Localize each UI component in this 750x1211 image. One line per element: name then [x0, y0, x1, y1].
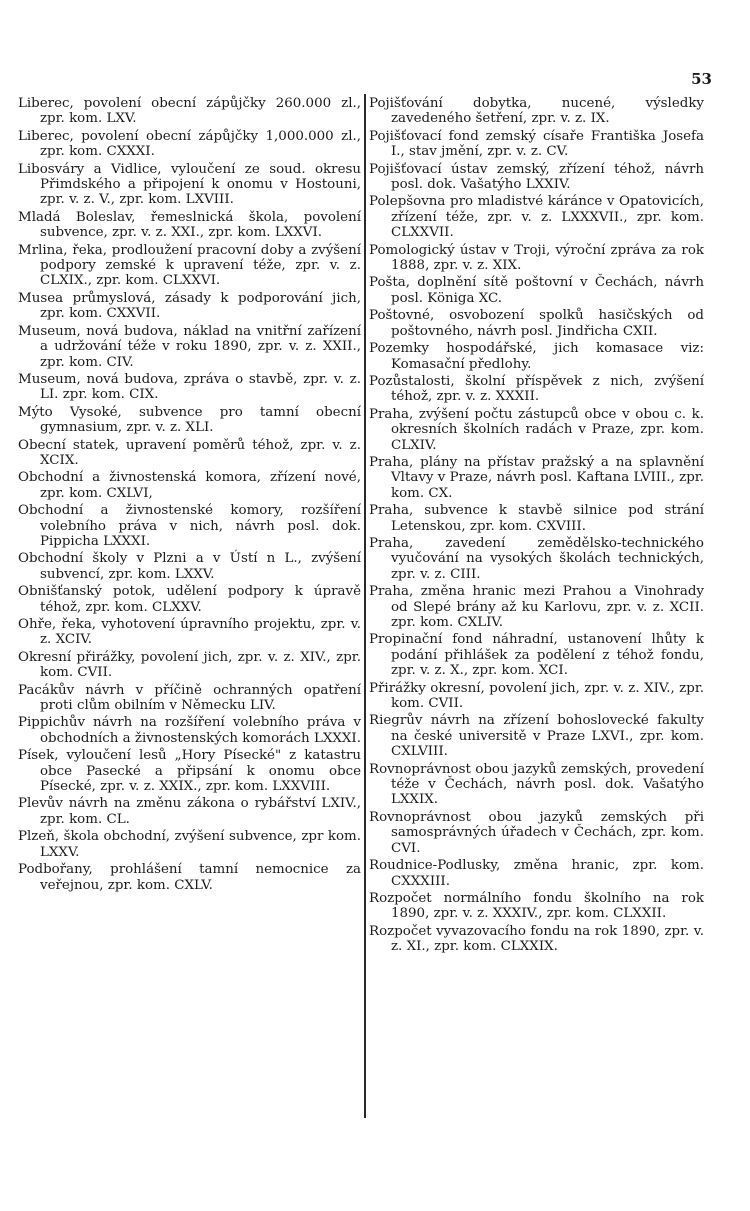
index-entry: Ohře, řeka, vyhotovení úpravního projektu, zpr. v. z. XCIV. [18, 617, 361, 648]
index-entry: Rozpočet normálního fondu školního na rok 1890, zpr. v. z. XXXIV., zpr. kom. CLXXII. [369, 890, 704, 922]
index-column-left [18, 96, 361, 895]
index-entry: Pozůstalosti, školní příspěvek z nich, zvýšení téhož, zpr. v. z. XXXII. [369, 373, 704, 405]
column-divider [364, 94, 366, 1118]
index-entry: Mladá Boleslav, řemeslnická škola, povolení subvence, zpr. v. z. XXI., zpr. kom. LXXVI. [18, 209, 361, 241]
index-entry: Pošta, doplnění sítě poštovní v Čechách, návrh posl. Königa XC. [369, 275, 704, 306]
index-entry: Praha, subvence k stavbě silnice pod strání Letenskou, zpr. kom. CXVIII. [369, 503, 704, 534]
index-entry: Mrlina, řeka, prodloužení pracovní doby a zvýšení podpory zemské k upravení téže, zpr. v. z. CLXIX., zpr. kom. CLXXVI. [18, 242, 361, 289]
index-entry: Rozpočet vyvazovacího fondu na rok 1890, zpr. v. z. XI., zpr. kom. CLXXIX. [369, 923, 704, 955]
index-entry: Písek, vyloučení lesů „Hory Písecké" z katastru obce Pasecké a připsání k onomu obce Písecké, zpr. v. z. XXIX., zpr. kom. LXXVIII. [18, 748, 361, 795]
index-entry: Praha, zvýšení počtu zástupců obce v obou c. k. okresních školních radách v Praze, zpr. kom. CLXIV. [369, 406, 704, 453]
index-entry: Pacákův návrh v příčině ochranných opatření proti clům obilním v Německu LIV. [18, 682, 361, 714]
index-entry: Poštovné, osvobození spolků hasičských od poštovného, návrh posl. Jindřicha CXII. [369, 308, 704, 339]
index-entry: Roudnice-Podlusky, změna hranic, zpr. kom. CXXXIII. [369, 858, 704, 889]
index-entry: Obchodní a živnostenská komora, zřízení nové, zpr. kom. CXLVI, [18, 470, 361, 501]
index-entry: Podbořany, prohlášení tamní nemocnice za veřejnou, zpr. kom. CXLV. [18, 862, 361, 893]
index-entry: Okresní přirážky, povolení jich, zpr. v. z. XIV., zpr. kom. CVII. [18, 649, 361, 681]
index-entry: Obchodní a živnostenské komory, rozšíření volebního práva v nich, návrh posl. dok. Pippicha LXXXI. [18, 503, 361, 549]
index-entry: Liberec, povolení obecní zápůjčky 260.000 zl., zpr. kom. LXV. [18, 96, 361, 127]
index-entry: Pippichův návrh na rozšíření volebního práva v obchodních a živnostenských komorách LXXXI. [18, 715, 361, 746]
index-entry: Riegrův návrh na zřízení bohoslovecké fakulty na české universitě v Praze LXVI., zpr. kom. CXLVIII. [369, 713, 704, 760]
index-entry: Pozemky hospodářské, jich komasace viz: Komasační předlohy. [369, 341, 704, 372]
index-entry: Praha, změna hranic mezi Prahou a Vinohrady od Slepé brány až ku Karlovu, zpr. v. z. XCII. zpr. kom. CXLIV. [369, 584, 704, 630]
index-entry: Pojišťování dobytka, nucené, výsledky zavedeného šetření, zpr. v. z. IX. [369, 96, 704, 127]
index-entry: Obchodní školy v Plzni a v Ústí n L., zvýšení subvencí, zpr. kom. LXXV. [18, 551, 361, 582]
index-entry: Pomologický ústav v Troji, výroční zpráva za rok 1888, zpr. v. z. XIX. [369, 242, 704, 274]
index-entry: Plevův návrh na změnu zákona o rybářství LXIV., zpr. kom. CL. [18, 796, 361, 827]
index-entry: Plzeň, škola obchodní, zvýšení subvence, zpr kom. LXXV. [18, 829, 361, 860]
index-entry: Mýto Vysoké, subvence pro tamní obecní gymnasium, zpr. v. z. XLI. [18, 404, 361, 436]
index-entry: Musea průmyslová, zásady k podporování jich, zpr. kom. CXXVII. [18, 290, 361, 322]
index-entry: Obnišťanský potok, udělení podpory k úpravě téhož, zpr. kom. CLXXV. [18, 584, 361, 615]
index-entry: Propinační fond náhradní, ustanovení lhůty k podání přihlášek za podělení z téhož fondu, zpr. v. z. X., zpr. kom. XCI. [369, 632, 704, 679]
index-entry: Museum, nová budova, náklad na vnitřní zařízení a udržování téže v roku 1890, zpr. v. z. XXII., zpr. kom. CIV. [18, 323, 361, 370]
index-entry: Obecní statek, upravení poměrů téhož, zpr. v. z. XCIX. [18, 437, 361, 468]
index-entry: Praha, plány na přístav pražský a na splavnění Vltavy v Praze, návrh posl. Kaftana LVIII., zpr. kom. CX. [369, 454, 704, 501]
index-entry: Museum, nová budova, zpráva o stavbě, zpr. v. z. LI. zpr. kom. CIX. [18, 371, 361, 403]
index-column-right [369, 96, 704, 957]
page-number: 53 [691, 70, 712, 88]
index-entry: Rovnoprávnost obou jazyků zemských, provedení téže v Čechách, návrh posl. dok. Vašatýho LXXIX. [369, 761, 704, 808]
index-entry: Liberec, povolení obecní zápůjčky 1,000.000 zl., zpr. kom. CXXXI. [18, 128, 361, 160]
index-entry: Libosváry a Vidlice, vyloučení ze soud. okresu Přimdského a připojení k onomu v Hostouni, zpr. v. z. V., zpr. kom. LXVIII. [18, 161, 361, 208]
index-entry: Přirážky okresní, povolení jich, zpr. v. z. XIV., zpr. kom. CVII. [369, 680, 704, 712]
index-entry: Polepšovna pro mladistvé káránce v Opatovicích, zřízení téže, zpr. v. z. LXXXVII., zpr. kom. CLXXVII. [369, 194, 704, 241]
index-entry: Pojišťovací fond zemský císaře Františka Josefa I., stav jmění, zpr. v. z. CV. [369, 128, 704, 160]
index-entry: Rovnoprávnost obou jazyků zemských při samosprávných úřadech v Čechách, zpr. kom. CVI. [369, 809, 704, 856]
index-entry: Praha, zavedení zemědělsko-technického vyučování na vysokých školách technických, zpr. v. z. CIII. [369, 535, 704, 582]
index-entry: Pojišťovací ústav zemský, zřízení téhož, návrh posl. dok. Vašatýho LXXIV. [369, 161, 704, 193]
